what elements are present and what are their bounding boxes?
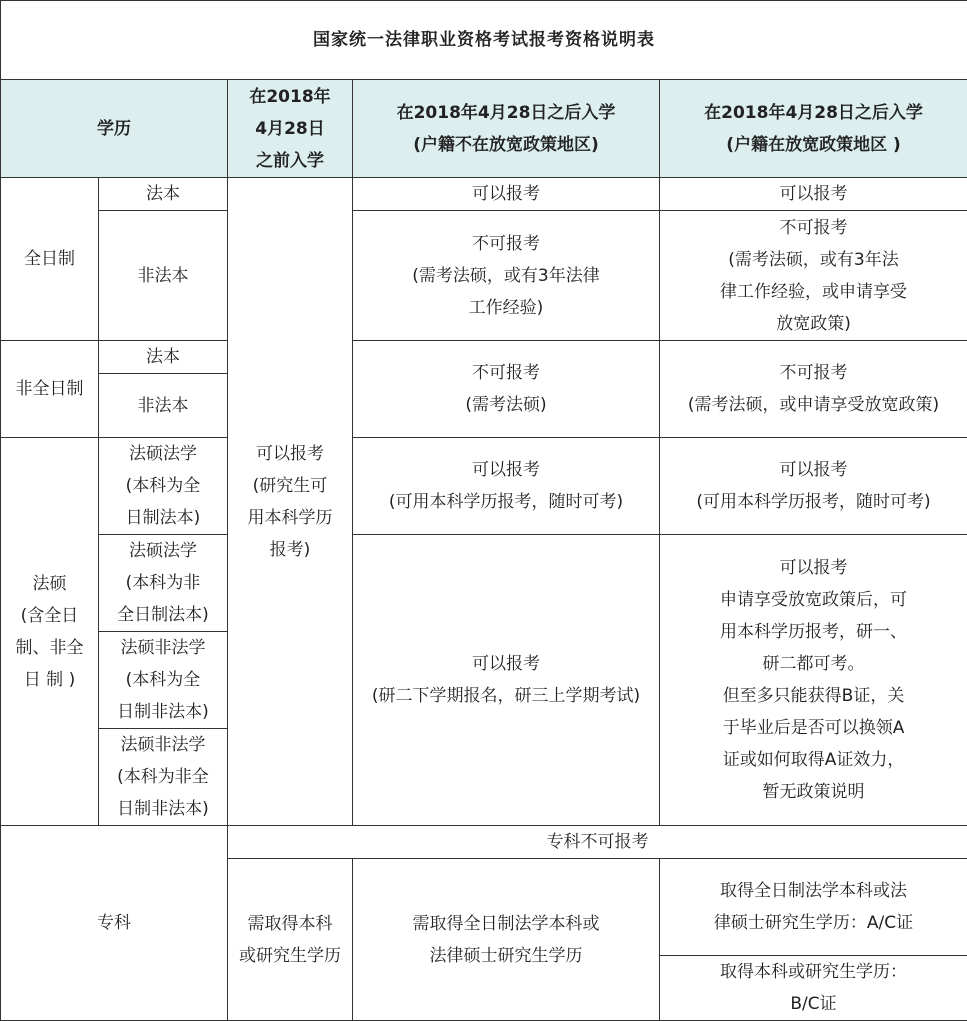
zhuanke-banner: 专科不可报考 <box>228 826 967 859</box>
group-fulltime: 全日制 <box>1 178 99 341</box>
subtype-jm-nonlaw-parttime: 法硕非法学 (本科为非全 日制非法本) <box>99 729 228 826</box>
table-row <box>1 535 967 632</box>
zhuanke-before-2018: 需取得本科 或研究生学历 <box>228 859 353 1021</box>
zhuanke-not-relaxed: 需取得全日制法学本科或 法律硕士研究生学历 <box>353 859 660 1021</box>
header-after-relaxed: 在2018年4月28日之后入学 (户籍在放宽政策地区 ) <box>660 80 967 178</box>
cell-parttime-not-relaxed: 不可报考 (需考法硕) <box>353 341 660 438</box>
subtype-jm-law-parttime: 法硕法学 (本科为非 全日制法本) <box>99 535 228 632</box>
cell-jm-rest-relaxed: 可以报考 申请享受放宽政策后，可 用本科学历报考，研一、 研二都可考。 但至多只能获得B证，关 于毕业后是否可以换领A 证或如何取得A证效力， 暂无政策说明 <box>660 535 967 826</box>
table-row <box>1 438 967 535</box>
before-2018-cell: 可以报考 (研究生可 用本科学历 报考) <box>228 178 353 826</box>
cell-jm-rest-not-relaxed: 可以报考 (研二下学期报名，研三上学期考试) <box>353 535 660 826</box>
table-row <box>1 826 967 859</box>
subtype-faben-parttime: 法本 <box>99 341 228 374</box>
cell-fulltime-feifaben-not-relaxed: 不可报考 (需考法硕，或有3年法律 工作经验) <box>353 211 660 341</box>
group-jm: 法硕 (含全日 制、非全 日 制 ) <box>1 438 99 826</box>
cell-fulltime-faben-relaxed: 可以报考 <box>660 178 967 211</box>
cell-jm-law-fulltime-not-relaxed: 可以报考 (可用本科学历报考，随时可考) <box>353 438 660 535</box>
zhuanke-relaxed-bc: 取得本科或研究生学历： B/C证 <box>660 956 967 1021</box>
subtype-faben: 法本 <box>99 178 228 211</box>
header-row <box>1 80 967 178</box>
header-education: 学历 <box>1 80 228 178</box>
cell-jm-law-fulltime-relaxed: 可以报考 (可用本科学历报考，随时可考) <box>660 438 967 535</box>
table-title: 国家统一法律职业资格考试报考资格说明表 <box>1 1 967 80</box>
zhuanke-relaxed-ac: 取得全日制法学本科或法 律硕士研究生学历：A/C证 <box>660 859 967 956</box>
table-row <box>1 341 967 374</box>
cell-fulltime-feifaben-relaxed: 不可报考 (需考法硕，或有3年法 律工作经验，或申请享受 放宽政策) <box>660 211 967 341</box>
cell-fulltime-faben-not-relaxed: 可以报考 <box>353 178 660 211</box>
subtype-feifaben: 非法本 <box>99 211 228 341</box>
subtype-jm-law-fulltime: 法硕法学 (本科为全 日制法本) <box>99 438 228 535</box>
group-parttime: 非全日制 <box>1 341 99 438</box>
subtype-feifaben-parttime: 非法本 <box>99 374 228 438</box>
cell-parttime-relaxed: 不可报考 (需考法硕，或申请享受放宽政策) <box>660 341 967 438</box>
subtype-jm-nonlaw-fulltime: 法硕非法学 (本科为全 日制非法本) <box>99 632 228 729</box>
group-zhuanke: 专科 <box>1 826 228 1021</box>
header-before-2018: 在2018年 4月28日 之前入学 <box>228 80 353 178</box>
header-after-not-relaxed: 在2018年4月28日之后入学 (户籍不在放宽政策地区) <box>353 80 660 178</box>
table-row <box>1 178 967 211</box>
table-row <box>1 211 967 341</box>
